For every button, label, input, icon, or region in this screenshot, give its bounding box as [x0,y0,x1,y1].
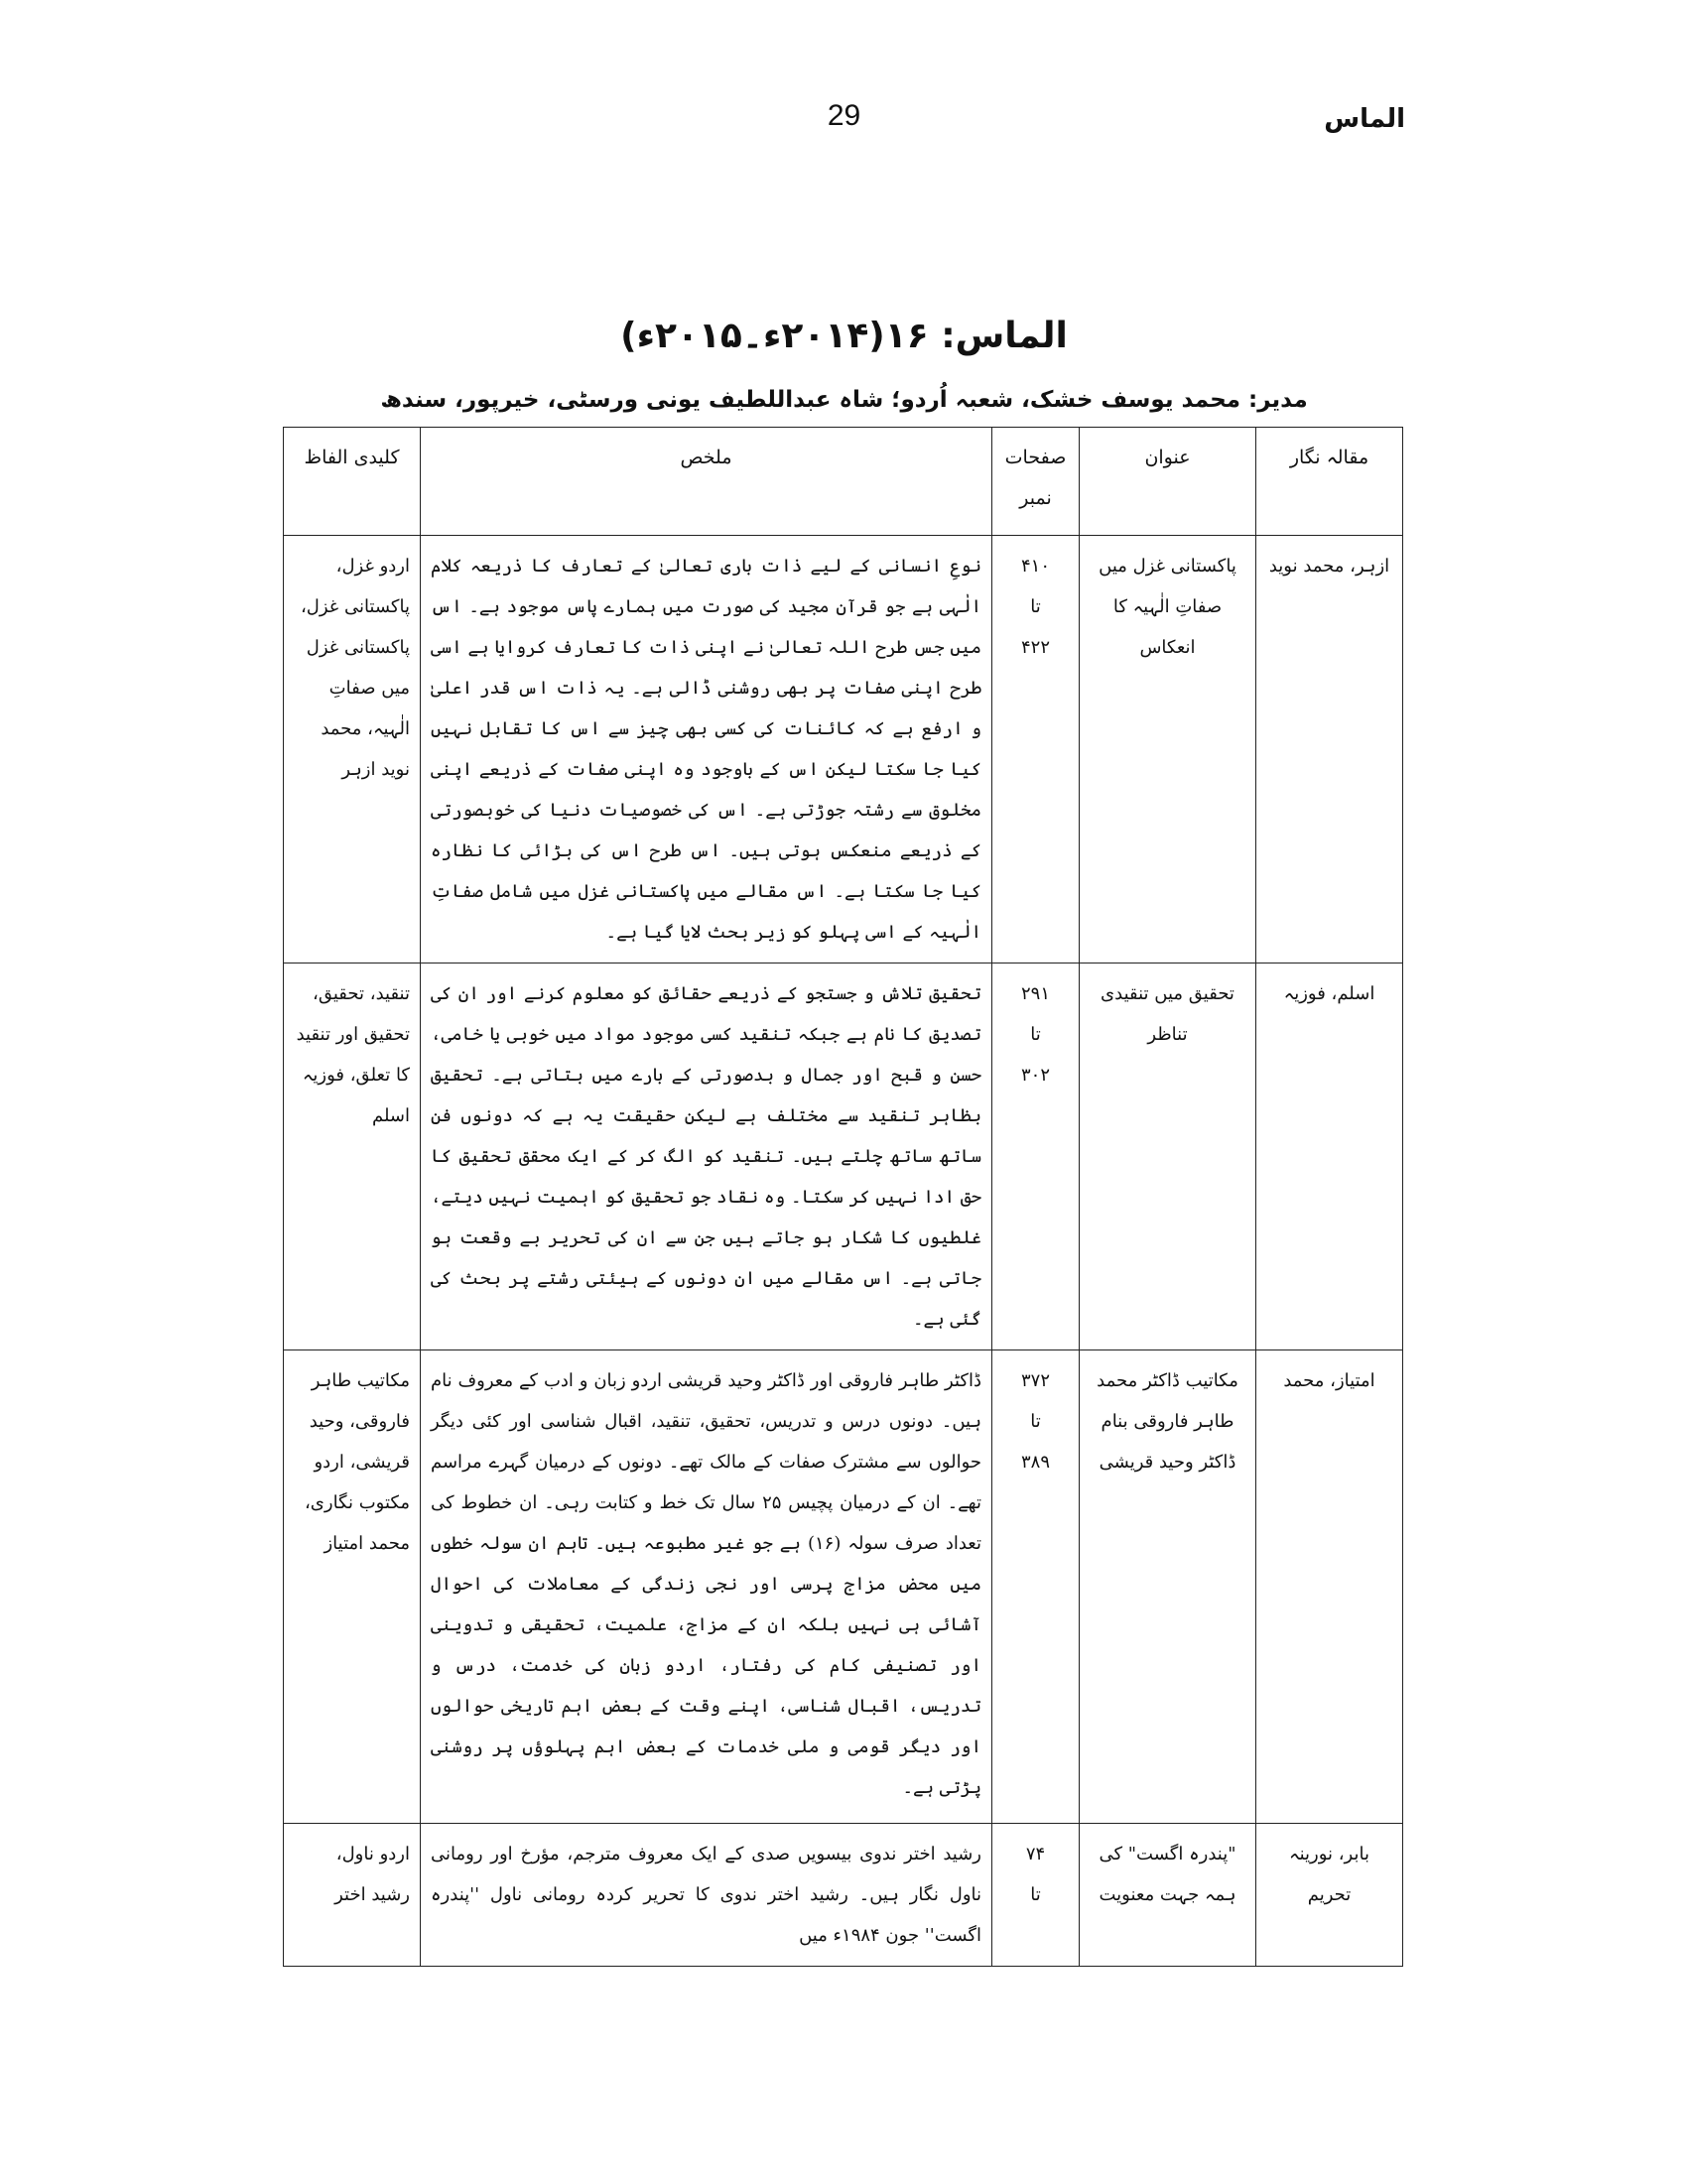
pages-cell [992,1350,1080,1824]
page-number: 29 [827,99,861,132]
header-author: مقالہ نگار [1256,428,1403,536]
title-cell: "پندرہ اگست" کی ہمہ جہت معنویت [1080,1824,1256,1967]
author-cell: اسلم، فوزیہ [1256,964,1403,1350]
summary-cell: نوعِ انسانی کے لیے ذات باری تعالیٰ کے تعارف کا ذریعہ کلام الٰہی ہے جو قرآن مجید کی صورت میں ہمارے پاس موجود ہے۔ اس میں جس طرح اللہ تعالیٰ نے اپنی ذات کا تعارف کروایا ہے اسی طرح اپنی صفات پر بھی روشنی ڈالی ہے۔ یہ ذات اس قدر اعلیٰ و ارفع ہے کہ کائنات کی کسی بھی چیز سے اس کا تقابل نہیں کیا جا سکتا لیکن اس کے باوجود وہ اپنی صفات کے ذریعے اپنی مخلوق سے رشتہ جوڑتی ہے۔ اس کی خصوصیات دنیا کی خوبصورتی کے ذریعے منعکس ہوتی ہیں۔ اس طرح اس کی بڑائی کا نظارہ کیا جا سکتا ہے۔ اس مقالے میں پاکستانی غزل میں شامل صفاتِ الٰہیہ کے اسی پہلو کو زیر بحث لایا گیا ہے۔ [421,536,992,964]
summary-cell: ڈاکٹر طاہر فاروقی اور ڈاکٹر وحید قریشی اردو زبان و ادب کے معروف نام ہیں۔ دونوں درس و تدریس، تحقیق، تنقید، اقبال شناسی اور کئی دیگر حوالوں سے مشترک صفات کے مالک تھے۔ دونوں کے درمیان گہرے مراسم تھے۔ ان کے درمیان پچیس ۲۵ سال تک خط و کتابت رہی۔ ان خطوط کی تعداد صرف سولہ (۱۶) ہے جو غیر مطبوعہ ہیں۔ تاہم ان سولہ خطوں میں محض مزاج پرسی اور نجی زندگی کے معاملات کی احوال آشائی ہی نہیں بلکہ ان کے مزاج، علمیت، تحقیقی و تدوینی اور تصنیفی کام کی رفتار، اردو زبان کی خدمت، درس و تدریس، اقبال شناسی، اپنے وقت کے بعض اہم تاریخی حوالوں اور دیگر قومی و ملی خدمات کے بعض اہم پہلوؤں پر روشنی پڑتی ہے۔ [421,1350,992,1824]
header-title: عنوان [1080,428,1256,536]
page-end: ۳۸۹ [1020,1452,1050,1473]
page-separator: تا [1030,1884,1041,1905]
page-start: ۲۹۱ [1020,983,1050,1004]
issue-title: الماس: ۱۶(۲۰۱۴ء۔۲۰۱۵ء) [620,316,1068,356]
title-cell: پاکستانی غزل میں صفاتِ الٰہیہ کا انعکاس [1080,536,1256,964]
page-end: ۳۰۲ [1020,1065,1050,1086]
page-separator: تا [1030,1411,1041,1432]
title-cell: تحقیق میں تنقیدی تناظر [1080,964,1256,1350]
author-cell: بابر، نورینہ تحریم [1256,1824,1403,1967]
title-cell: مکاتیب ڈاکٹر محمد طاہر فاروقی بنام ڈاکٹر وحید قریشی [1080,1350,1256,1824]
running-head: الماس [1324,104,1405,134]
summary-cell: رشید اختر ندوی بیسویں صدی کے ایک معروف مترجم، مؤرخ اور رومانی ناول نگار ہیں۔ رشید اختر ندوی کا تحریر کردہ رومانی ناول ''پندرہ اگست'' جون ۱۹۸۴ء میں [421,1824,992,1967]
table-header-row [284,428,1403,536]
header-pages: صفحات نمبر [992,428,1080,536]
table-row [284,536,1403,964]
page-start: ۷۴ [1025,1844,1046,1864]
articles-table [283,427,1403,1967]
keywords-cell: اردو ناول، رشید اختر [284,1824,421,1967]
pages-cell [992,536,1080,964]
editor-line: مدیر: محمد یوسف خشک، شعبہ اُردو؛ شاہ عبداللطیف یونی ورسٹی، خیرپور، سندھ [380,387,1308,413]
author-cell: امتیاز، محمد [1256,1350,1403,1824]
page-end: ۴۲۲ [1020,637,1050,658]
page-start: ۳۷۲ [1020,1370,1050,1391]
keywords-cell: اردو غزل، پاکستانی غزل، پاکستانی غزل میں صفاتِ الٰہیہ، محمد نوید ازہر [284,536,421,964]
author-cell: ازہر، محمد نوید [1256,536,1403,964]
page-separator: تا [1030,1024,1041,1045]
table-row [284,1350,1403,1824]
keywords-cell: مکاتیب طاہر فاروقی، وحید قریشی، اردو مکتوب نگاری، محمد امتیاز [284,1350,421,1824]
page-separator: تا [1030,596,1041,617]
table-row [284,1824,1403,1967]
header-summary: ملخص [421,428,992,536]
pages-cell [992,1824,1080,1967]
header-keywords: کلیدی الفاظ [284,428,421,536]
pages-cell [992,964,1080,1350]
keywords-cell: تنقید، تحقیق، تحقیق اور تنقید کا تعلق، فوزیہ اسلم [284,964,421,1350]
summary-cell: تحقیق تلاش و جستجو کے ذریعے حقائق کو معلوم کرنے اور ان کی تصدیق کا نام ہے جبکہ تنقید کسی موجود مواد میں خوبی یا خامی، حسن و قبح اور جمال و بدصورتی کے بارے میں بتاتی ہے۔ تحقیق بظاہر تنقید سے مختلف ہے لیکن حقیقت یہ ہے کہ دونوں فن ساتھ ساتھ چلتے ہیں۔ تنقید کو الگ کر کے ایک محقق تحقیق کا حق ادا نہیں کر سکتا۔ وہ نقاد جو تحقیق کو اہمیت نہیں دیتے، غلطیوں کا شکار ہو جاتے ہیں جن سے ان کی تحریر بے وقعت ہو جاتی ہے۔ اس مقالے میں ان دونوں کے ہیئتی رشتے پر بحث کی گئی ہے۔ [421,964,992,1350]
page-start: ۴۱۰ [1020,556,1050,577]
table-row [284,964,1403,1350]
